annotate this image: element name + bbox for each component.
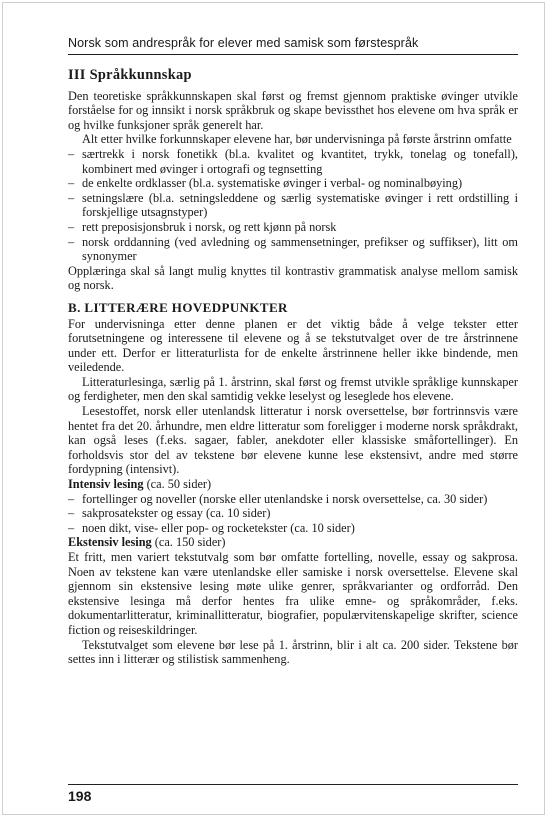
section-b-paragraph-1: For undervisninga etter denne planen er det viktig både å velge tekster etter forutsetningene og interessene til elevene og å se tekstutvalget over de tre årstrinnene under ett. Derfor er litteraturlista for de enkelte årstrinnene heller ikke bindende, men veiledende.	[68, 316, 518, 375]
footer-rule	[68, 784, 518, 785]
list-item: – særtrekk i norsk fonetikk (bl.a. kvalitet og kvantitet, trykk, tonelag og tonefall), kombinert med øvinger i ortografi og tegnsetting	[68, 147, 518, 176]
section-iii-paragraph-1: Den teoretiske språkkunnskapen skal først og fremst gjennom praktiske øvinger utvikle forståelse for og innsikt i norsk språkbruk og skape bevissthet hos elevene om hva språk er og hvilke funksjoner språk generelt har.	[68, 88, 518, 132]
list-item: – sakprosatekster og essay (ca. 10 sider)	[68, 506, 518, 521]
extensive-reading-paragraph-1: Et fritt, men variert tekstutvalg som bør omfatte fortelling, novelle, essay og sakprosa. Noen av tekstene kan være utenlandske eller samiske i norsk oversettelse. Elevene skal gjennom sin ekstensive lesing møte ulike genrer, språkvarianter og ordforråd. Den ekstensive lesinga må derfor hentes fra ulike emne- og språkområder, f.eks. dokumentarlitteratur, kriminallitteratur, biografier, populærvitenskapelige skrifter, science fiction og reiseskildringer.	[68, 550, 518, 637]
section-iii-heading: III Språkkunnskap	[68, 67, 192, 83]
extensive-reading-title: Ekstensiv lesing	[68, 535, 152, 550]
running-title: Norsk som andrespråk for elever med samisk som førstespråk	[68, 36, 419, 50]
header-rule	[68, 54, 518, 55]
page-number: 198	[68, 788, 92, 804]
page-body	[68, 68, 518, 667]
list-item: – de enkelte ordklasser (bl.a. systematiske øvinger i verbal- og nominalbøying)	[68, 176, 518, 191]
intensive-reading-heading	[68, 477, 518, 492]
language-topics-list	[68, 147, 518, 264]
section-b-paragraph-2: Litteraturlesinga, særlig på 1. årstrinn, skal først og fremst utvikle språklige kunnskaper og ferdigheter, men den skal samtidig vekke leselyst og leseglede hos elevene.	[68, 374, 518, 404]
intensive-reading-note: (ca. 50 sider)	[143, 477, 212, 492]
section-iii-paragraph-2: Alt etter hvilke forkunnskaper elevene har, bør undervisninga på første årstrinn omfatte	[82, 132, 512, 147]
section-b-heading: B. LITTERÆRE HOVEDPUNKTER	[68, 299, 288, 315]
intensive-reading-list	[68, 492, 518, 536]
list-item: – fortellinger og noveller (norske eller utenlandske i norsk oversettelse, ca. 30 sider)	[68, 492, 518, 507]
section-b-paragraph-3: Lesestoffet, norsk eller utenlandsk litteratur i norsk oversettelse, bør fortrinnsvis være hentet fra det 20. århundre, men eldre litteratur som foreligger i moderne norsk språkdrakt, kan også leses (f.eks. sagaer, fabler, anekdoter eller klassiske småfortellinger). En forholdsvis stor del av tekstene bør elevene kunne lese ekstensivt, andre med større fordypning (intensivt).	[68, 404, 518, 477]
extensive-reading-paragraph-2: Tekstutvalget som elevene bør lese på 1. årstrinn, blir i alt ca. 200 sider. Tekstene bør settes inn i litterær og stilistisk sammenheng.	[68, 637, 518, 667]
list-item: – setningslære (bl.a. setningsleddene og særlig systematiske øvinger i rett ordstilling i forskjellige utsagnstyper)	[68, 191, 518, 220]
list-item: – norsk orddanning (ved avledning og sammensetninger, prefikser og suffikser), litt om synonymer	[68, 235, 518, 264]
intensive-reading-title: Intensiv lesing	[68, 477, 144, 492]
list-item: – rett preposisjonsbruk i norsk, og rett kjønn på norsk	[68, 220, 518, 235]
section-iii-paragraph-3: Opplæringa skal så langt mulig knyttes til kontrastiv grammatisk analyse mellom samisk og norsk.	[68, 263, 518, 293]
extensive-reading-note: (ca. 150 sider)	[151, 535, 226, 550]
extensive-reading-heading	[68, 535, 518, 550]
list-item: – noen dikt, vise- eller pop- og rocketekster (ca. 10 sider)	[68, 521, 518, 536]
